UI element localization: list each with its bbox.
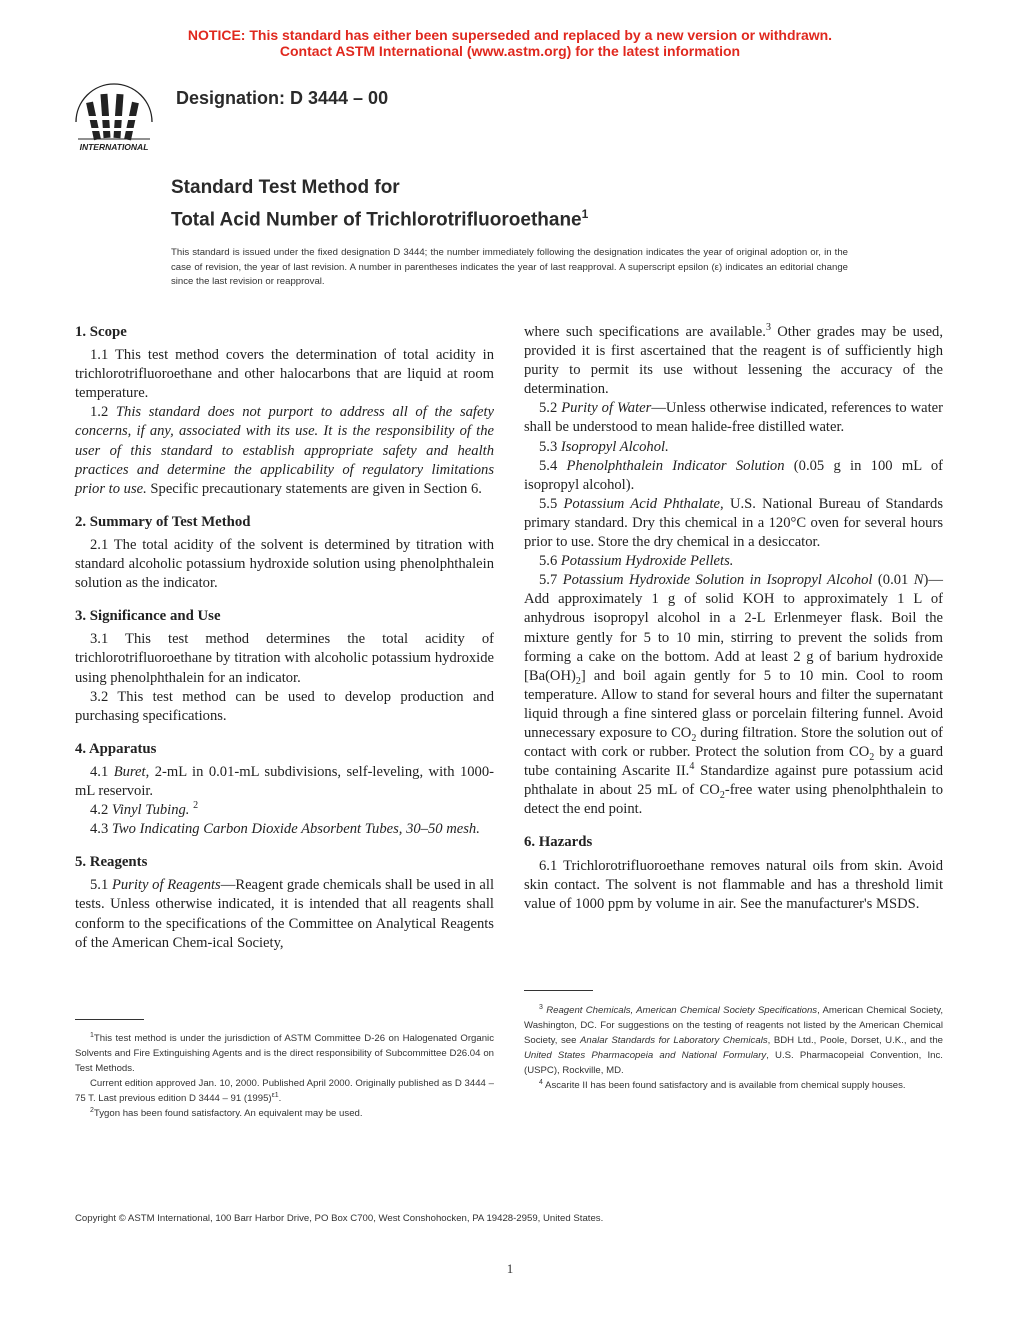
astm-logo: [66, 82, 162, 154]
item-name: Potassium Hydroxide Solution in Isopropyl Alcohol: [562, 572, 873, 589]
paragraph-4-3: [75, 820, 494, 839]
footnote-ref: 3: [765, 322, 771, 334]
para-text: , U.S. National Bureau of Standards primary standard. Dry this chemical in a 120°C oven for several hours prior to use. Store the dry chemical in a desiccator.: [524, 495, 944, 551]
item-name: Isopropyl Alcohol.: [560, 438, 669, 455]
footnote-2: [75, 1106, 494, 1121]
para-text: , 2-mL in 0.01-mL subdivisions, self-leveling, with 1000-mL reservoir.: [75, 763, 494, 799]
withdrawal-notice: [0, 27, 1020, 59]
footnote-1-edition: [75, 1076, 494, 1106]
item-name: Two Indicating Carbon Dioxide Absorbent Tubes, 30–50 mesh.: [111, 821, 480, 838]
citation-title: Reagent Chemicals, American Chemical Society Specifications: [546, 1005, 818, 1016]
para-text: Standardize against pure potassium acid phthalate in about 25 mL of CO: [524, 763, 943, 799]
title-footnote-mark: 1: [581, 207, 589, 221]
paragraph-4-1: [75, 763, 494, 801]
paragraph-2-1: 2.1 The total acidity of the solvent is determined by titration with standard alcoholic potassium hydroxide solution using phenolphthalein solution as the indicator.: [75, 536, 494, 592]
para-text: where such specifications are available.: [524, 324, 766, 340]
logo-wordmark: INTERNATIONAL: [79, 142, 149, 152]
paragraph-3-2: 3.2 This test method can be used to develop production and purchasing specifications.: [75, 688, 494, 724]
citation-title: Analar Standards for Laboratory Chemicals: [580, 1035, 768, 1046]
section-heading-apparatus: 4. Apparatus: [75, 740, 157, 757]
section-heading-hazards: 6. Hazards: [524, 834, 593, 851]
normality-symbol: N: [913, 572, 924, 589]
para-number: 4.2: [90, 802, 112, 819]
paragraph-5-7: [524, 571, 943, 819]
footnote-mark: 4: [539, 1078, 543, 1086]
para-text: Other grades may be used, provided it is first ascertained that the reagent is of sufficiently high purity to permit its use without lessening the accuracy of the determination.: [524, 324, 943, 398]
section-heading-significance: 3. Significance and Use: [75, 608, 221, 625]
para-text: Specific precautionary statements are given in Section 6.: [146, 480, 482, 497]
right-column: [524, 323, 943, 914]
paragraph-5-3: [524, 438, 943, 457]
footnote-text: Tygon has been found satisfactory. An equivalent may be used.: [93, 1108, 363, 1119]
item-name: Purity of Reagents: [111, 877, 221, 894]
para-text: (0.05 g in 100 mL of isopropyl alcohol).: [524, 457, 943, 493]
para-text: (0.01: [872, 572, 914, 589]
footnote-rule-right: [524, 990, 593, 991]
footnote-mark: 3: [539, 1003, 543, 1011]
para-number: 4.1: [90, 763, 114, 780]
item-name: Vinyl Tubing.: [111, 802, 190, 819]
footnotes-right: [524, 1003, 943, 1093]
notice-line-1: NOTICE: This standard has either been superseded and replaced by a new version or withdrawn.: [187, 27, 833, 43]
citation-title: United States Pharmacopeia and National Formulary: [524, 1050, 767, 1061]
para-text: ] and boil again gently for 5 to 10 min. Cool to room temperature. Allow to stand for several hours and filter the supernatant liquid through a fine sintered glass or porcelain filtering funnel. Avoid unnecessary exposure to CO: [524, 667, 943, 741]
para-text: -free water using phenolphthalein to detect the end point.: [524, 782, 943, 818]
title-text: Total Acid Number of Trichlorotrifluoroethane: [171, 209, 582, 231]
footnote-rule-left: [75, 1019, 144, 1020]
footnote-text: Ascarite II has been found satisfactory and is available from chemical supply houses.: [545, 1080, 906, 1091]
para-text: )—Add approximately 1 g of solid KOH to approximately 1 L of anhydrous isopropyl alcohol in a 2-L Erlenmeyer flask. Boil the mixture gently for 5 to 10 min, stirring to prevent the solids from forming a cake on the bottom. Add at least 2 g of barium hydroxide [Ba(OH): [524, 572, 943, 684]
footnote-mark: 2: [90, 1106, 94, 1114]
para-number: 5.4: [539, 457, 567, 474]
subscript: 2: [869, 751, 875, 763]
footnotes-left: [75, 1031, 494, 1121]
subscript: 2: [691, 732, 697, 744]
paragraph-5-1: [75, 876, 494, 952]
title-line-2: [171, 201, 588, 233]
title-line-1: Standard Test Method for: [171, 177, 400, 198]
para-text: by a guard tube containing Ascarite II.: [524, 744, 943, 780]
footnote-3: [524, 1003, 943, 1078]
item-name: Phenolphthalein Indicator Solution: [566, 457, 785, 474]
section-heading-summary: 2. Summary of Test Method: [75, 513, 251, 530]
item-name: Purity of Water: [561, 400, 652, 417]
para-text: during filtration. Store the solution out of contact with cork or rubber. Protect the solution from CO: [524, 724, 943, 761]
para-number: 5.2: [539, 400, 562, 417]
designation: Designation: D 3444 – 00: [176, 88, 389, 108]
footnote-4: [524, 1078, 943, 1093]
document-title: [171, 174, 588, 233]
footnote-text: , American Chemical Society, Washington, DC. For suggestions on the testing of reagents not listed by the American Chemical Society, see: [524, 1005, 943, 1046]
para-number: 1.2: [90, 404, 116, 421]
page-number: 1: [506, 1261, 514, 1276]
left-column: [75, 323, 494, 953]
paragraph-5-6: [524, 552, 943, 571]
item-name: Potassium Hydroxide Pellets.: [560, 553, 734, 570]
paragraph-5-1-continued: [524, 323, 943, 399]
paragraph-5-4: [524, 457, 943, 495]
footnote-text: , BDH Ltd., Poole, Dorset, U.K., and the: [767, 1035, 943, 1046]
footnote-mark: 1: [90, 1031, 94, 1039]
safety-caveat: This standard does not purport to address all of the safety concerns, if any, associated with its use. It is the responsibility of the user of this standard to establish appropriate safety and health practices and determine the applicability of regulatory limitations prior to use.: [75, 404, 494, 497]
subscript: 2: [719, 790, 725, 802]
para-number: 5.7: [539, 572, 563, 589]
paragraph-5-2: [524, 399, 943, 437]
epsilon-mark: ε1: [271, 1091, 279, 1099]
paragraph-1-1: 1.1 This test method covers the determination of total acidity in trichlorotrifluoroethane and other halocarbons that are liquid at room temperature.: [75, 347, 494, 402]
notice-line-2: Contact ASTM International (www.astm.org) for the latest information: [279, 43, 741, 59]
footnote-text: .: [278, 1093, 282, 1104]
para-number: 5.6: [539, 553, 561, 570]
astm-logo-graphic: [66, 82, 162, 154]
para-number: 4.3: [90, 821, 112, 838]
section-heading-scope: 1. Scope: [75, 324, 127, 340]
section-heading-reagents: 5. Reagents: [75, 854, 148, 871]
para-number: 5.3: [539, 438, 561, 455]
footnote-ref: 4: [689, 761, 695, 773]
issue-note: This standard is issued under the fixed designation D 3444; the number immediately following the designation indicates the year of original adoption or, in the case of revision, the year of last revision. A number in parentheses indicates the year of last reapproval. A superscript epsilon (ε) indicates an editorial change since the last revision or reapproval.: [171, 247, 848, 287]
para-text: —Reagent grade chemicals shall be used in all tests. Unless otherwise indicated, it is intended that all reagents shall conform to the specifications of the Committee on Analytical Reagents of the American Chem-ical Society,: [75, 877, 495, 951]
footnote-1: [75, 1031, 494, 1076]
paragraph-1-2: [75, 403, 494, 498]
paragraph-5-5: [524, 495, 943, 552]
item-name: Potassium Acid Phthalate: [563, 495, 721, 512]
paragraph-3-1: 3.1 This test method determines the total acidity of trichlorotrifluoroethane by titration with alcoholic potassium hydroxide using phenolphthalein for an indicator.: [75, 631, 494, 686]
footnote-text: This test method is under the jurisdiction of ASTM Committee D-26 on Halogenated Organic Solvents and Fire Extinguishing Agents and is the direct responsibility of Subcommittee D26.04 on Test Methods.: [75, 1033, 494, 1074]
paragraph-4-2: [75, 801, 494, 820]
para-text: —Unless otherwise indicated, references to water shall be understood to mean halide-free distilled water.: [524, 400, 944, 436]
paragraph-6-1: 6.1 Trichlorotrifluoroethane removes natural oils from skin. Avoid skin contact. The solvent is not flammable and has a threshold limit value of 1000 ppm by volume in air. See the manufacturer's MSDS.: [524, 857, 943, 912]
copyright-line: Copyright © ASTM International, 100 Barr Harbor Drive, PO Box C700, West Conshohocken, PA 19428-2959, United States.: [75, 1213, 604, 1224]
footnote-text: Current edition approved Jan. 10, 2000. Published April 2000. Originally published as D 3444 – 75 T. Last previous edition D 3444 – 91 (1995): [75, 1078, 494, 1104]
para-number: 5.1: [90, 877, 112, 894]
footnote-ref: 2: [193, 800, 199, 812]
item-name: Buret: [113, 763, 146, 780]
para-number: 5.5: [539, 495, 564, 512]
subscript: 2: [575, 675, 581, 687]
footnote-text: , U.S. Pharmacopeial Convention, Inc. (USPC), Rockville, MD.: [524, 1050, 943, 1076]
